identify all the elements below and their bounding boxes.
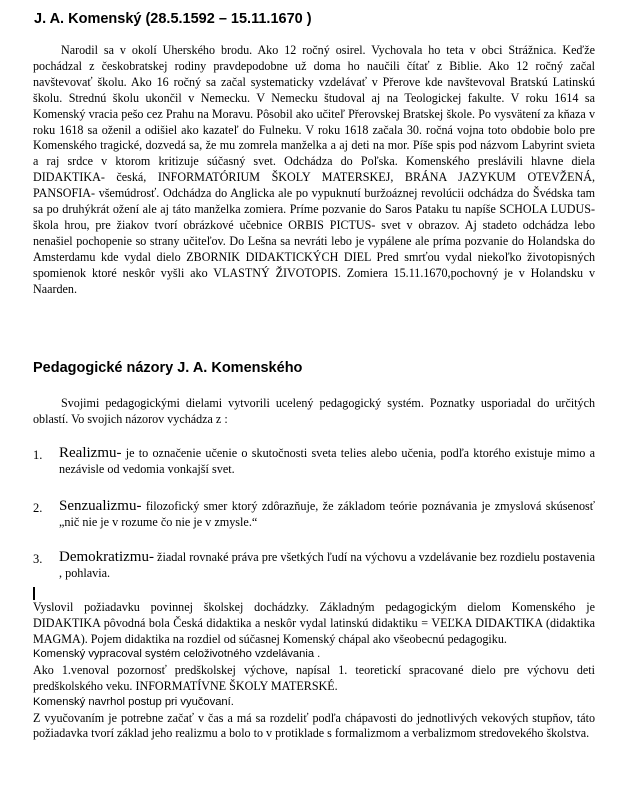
closing-paragraph: Z vyučovaním je potrebne začať v čas a má sa rozdeliť podľa chápavosti do jednotlivých vekových stupňov, táto požiadavka tvorí základ jeho realizmu a bolo to v protiklade s formalizmom a verbalizmom stredovekého školstva. [33,710,595,741]
list-description: žiadal rovnaké práva pre všetkých ľudí na výchovu a vzdelávanie bez rozdielu postavenia , pohlavia. [59,550,595,580]
list-number: 3. [33,552,43,566]
closing-line: Komenský navrhol postup pri vyučovaní. [33,695,234,708]
intro-paragraph: Svojimi pedagogickými dielami vytvorili ucelený pedagogický systém. Poznatky usporiadal do určitých oblastí. Vo svojich názorov vychádza z : [33,396,595,426]
list-description: filozofický smer ktorý zdôrazňuje, že základom teórie poznávania je zmyslová skúsenosť „nič nie je v rozume čo nie je v zmysle.“ [59,499,595,529]
closing-line: Komenský vypracoval systém celoživotného vzdelávania . [33,648,321,661]
list-term: Demokratizmu- [59,549,154,565]
list-item-text [59,498,595,530]
list-term: Senzualizmu- [59,498,142,514]
biography-paragraph: Narodil sa v okolí Uherského brodu. Ako 12 ročný osirel. Vychovala ho teta v obci Strážnica. Keďže pochádzal z českobratskej rodiny pravdepodobne už doma ho naučili čítať z Biblie. Ako 12 ročný začal navštevovať školu. Ako 16 ročný sa začal systematicky vzdelávať v Přerove kde navštevoval Bratskú Latinskú školu. Strednú školu ukončil v Nemecku. V Nemecku študoval aj na Teologickej fakulte. V roku 1614 sa Komenský vracia pešo cez Prahu na Moravu. Pôsobil ako učiteľ Přerovskej Bratskej škole. Po vysvätení za kňaza v roku 1618 sa oženil a odišiel ako kazateľ do Fulneku. V roku 1618 začala 30. ročná vojna toto obdobie bolo pre Komenského tragické, dozvedá sa, že mu zomrela manželka a aj deti na mor. Píše spis pod názvom Labyrint svieta a raj srdce v ktorom kritizuje súčasný svet. Odchádza do Poľska. Komenského preslávili hlavne diela DIDAKTIKA- česká, INFORMATÓRIUM ŠKOLY MATERSKEJ, BRÁNA JAZYKUM OTEVŽENÁ, PANSOFIA- všemúdrosť. Odchádza do Anglicka ale po vypuknutí buržoáznej revolúcii odchádza do Švédska tam sa po druhýkrát ožení ale aj táto manželka zomiera. Príme pozvanie do Saros Pataku tu napíše SCHOLA LUDUS- škola hrou, pre žiakov tvorí obrázkové učebnice ORBIS PICTUS- svet v obrazov. Aj stadeto odchádza lebo nenašiel pochopenie so strany učiteľov. Do Lešna sa nevráti lebo je vypálene ale príma pozvanie do Holandska do Amsterdamu kde vydal dielo ZBORNIK DIDAKTICKÝCH DIEL Pred smrťou vydal niekoľko životopisných spomienok ktoré neskôr vyšli ako VLASTNÝ ŽIVOTOPIS. Zomiera 15.11.1670,pochovný je v Holandsku v Naarden. [33,43,595,296]
section-heading: Pedagogické názory J. A. Komenského [33,360,303,376]
list-number: 1. [33,448,43,462]
text-cursor [33,587,35,600]
list-item-text [59,445,595,477]
page-title: J. A. Komenský (28.5.1592 – 15.11.1670 ) [34,11,312,27]
list-description: je to označenie učenie o skutočnosti sveta telies alebo učenia, podľa ktorého existuje mimo a nezávisle od vedomia vonkajší svet. [59,446,595,476]
closing-paragraph: Ako 1.venoval pozornosť predškolskej výchove, napísal 1. teoretickí spracované dielo pre výchovu deti predškolského veku. INFORMATÍVNE ŠKOLY MATERSKÉ. [33,663,595,693]
list-number: 2. [33,501,43,515]
list-item-text [59,549,595,581]
closing-paragraph: Vyslovil požiadavku povinnej školskej dochádzky. Základným pedagogickým dielom Komenského je DIDAKTIKA pôvodná bola Česká didaktika a neskôr vydal latinskú didaktiku = VEĽKA DIDAKTIKA (didaktika MAGMA). Pojem didaktika na rozdiel od súčasnej Komenský chápal ako všeobecnú pedagogiku. [33,600,595,646]
list-term: Realizmu- [59,445,122,461]
closing-section [33,600,595,742]
